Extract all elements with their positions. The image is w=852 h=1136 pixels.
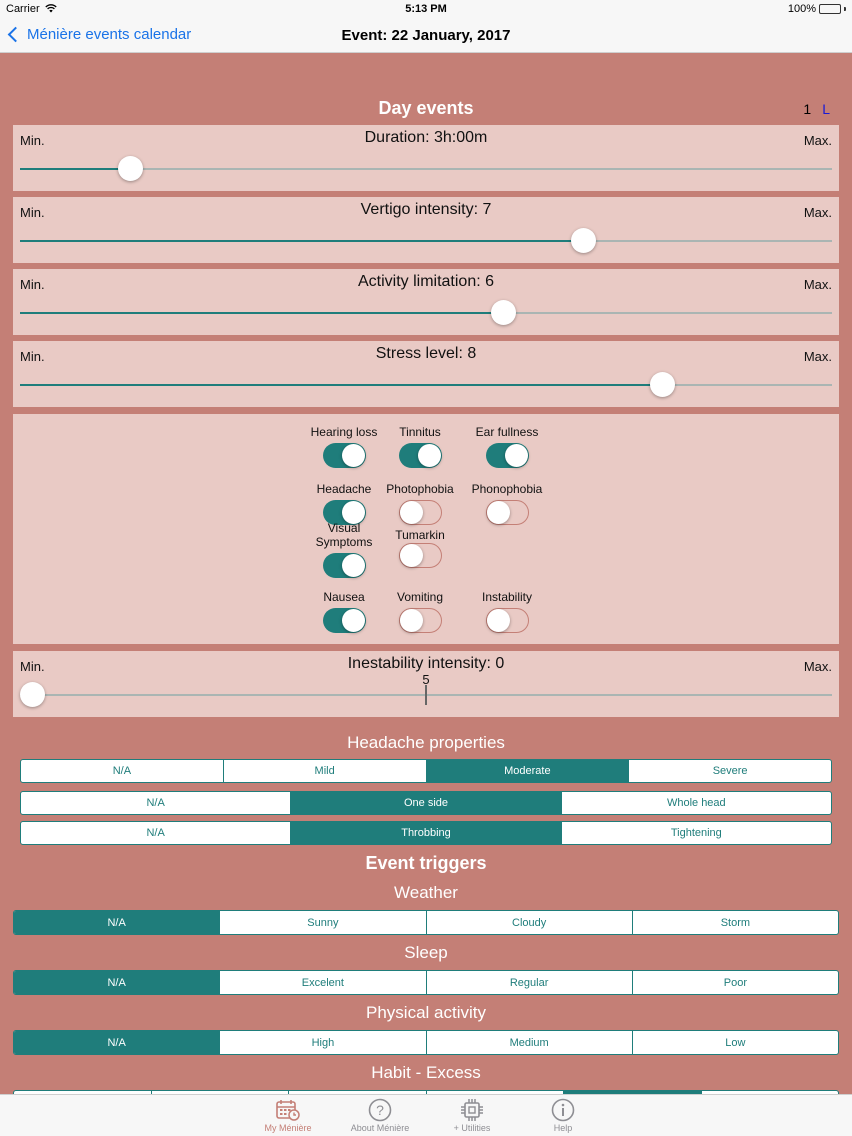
hearing-loss-switch[interactable] — [323, 443, 366, 468]
page-title: Event: 22 January, 2017 — [341, 27, 511, 44]
max-label: Max. — [803, 133, 832, 148]
event-triggers-title: Event triggers — [365, 853, 487, 873]
sleep-control[interactable] — [13, 970, 839, 995]
segment-option[interactable]: Low — [632, 1031, 838, 1054]
page-indicator-1[interactable]: 1 — [803, 101, 812, 117]
ear-fullness-switch[interactable] — [486, 443, 529, 468]
vertigo-intensity-slider[interactable] — [20, 240, 832, 242]
activity-limitation-label: Activity limitation: 6 — [357, 273, 495, 290]
segment-option[interactable]: Mild — [223, 760, 426, 782]
back-button[interactable] — [10, 26, 191, 43]
segment-option[interactable]: Regular — [426, 971, 632, 994]
slider-thumb[interactable] — [20, 682, 45, 707]
activity-slider-card — [13, 269, 839, 335]
duration-slider[interactable] — [20, 168, 832, 170]
min-label: Min. — [20, 349, 45, 364]
toggle-tumarkin: Tumarkin — [375, 521, 465, 568]
segment-option[interactable]: N/A — [146, 797, 165, 809]
toggle-vomiting: Vomiting — [375, 590, 465, 633]
min-label: Min. — [20, 659, 45, 674]
day-events-title: Day events — [378, 98, 474, 118]
max-label: Max. — [803, 349, 832, 364]
habit-excess-title: Habit - Excess — [371, 1063, 481, 1082]
toggle-ear-fullness: Ear fullness — [462, 425, 552, 468]
phonophobia-switch[interactable] — [486, 500, 529, 525]
min-label: Min. — [20, 205, 45, 220]
activity-limitation-slider[interactable] — [20, 312, 832, 314]
slider-thumb[interactable] — [650, 372, 675, 397]
midpoint-label: 5 — [422, 672, 430, 687]
instability-switch[interactable] — [486, 608, 529, 633]
stress-slider-card — [13, 341, 839, 407]
tab-utilities[interactable]: + Utilities — [427, 1097, 517, 1133]
segment-option[interactable]: Throbbing — [290, 822, 560, 844]
chip-icon — [427, 1097, 517, 1123]
tab-help[interactable]: Help — [518, 1097, 608, 1133]
status-time: 5:13 PM — [405, 3, 447, 15]
instability-intensity-slider[interactable] — [20, 672, 832, 696]
segment-option[interactable]: N/A — [14, 971, 219, 994]
headache-properties-title: Headache properties — [347, 733, 505, 752]
battery-indicator — [788, 3, 846, 15]
battery-percent: 100% — [787, 3, 816, 15]
tab-bar — [0, 1094, 852, 1136]
tab-about-meniere[interactable]: ? About Ménière — [335, 1097, 425, 1133]
toggle-instability: Instability — [462, 590, 552, 633]
stress-level-label: Stress level: 8 — [375, 345, 477, 362]
toggle-phonophobia: Phonophobia — [462, 482, 552, 525]
vertigo-slider-card — [13, 197, 839, 263]
toggle-hearing-loss: Hearing loss — [299, 425, 389, 468]
segment-option[interactable]: Storm — [632, 911, 838, 934]
min-label: Min. — [20, 133, 45, 148]
segment-option[interactable]: N/A — [146, 827, 165, 839]
slider-thumb[interactable] — [571, 228, 596, 253]
vertigo-intensity-label: Vertigo intensity: 7 — [360, 201, 492, 218]
headache-type-control[interactable] — [20, 821, 832, 845]
instability-slider-card — [13, 651, 839, 717]
back-button-label: Ménière events calendar — [27, 26, 192, 43]
toggle-nausea: Nausea — [299, 590, 389, 633]
segment-option[interactable]: N/A — [112, 765, 132, 777]
segment-option[interactable]: N/A — [14, 1031, 219, 1054]
symptoms-card — [13, 414, 839, 644]
toggle-tinnitus: Tinnitus — [375, 425, 465, 468]
sleep-title: Sleep — [404, 943, 448, 962]
carrier-label: Carrier — [6, 3, 57, 15]
svg-text:?: ? — [376, 1102, 384, 1118]
tab-my-meniere[interactable]: My Ménière — [243, 1097, 333, 1133]
page-indicator-l[interactable]: L — [822, 101, 830, 117]
segment-option[interactable]: Medium — [426, 1031, 632, 1054]
duration-slider-card — [13, 125, 839, 191]
midpoint-tick — [425, 685, 427, 705]
chevron-left-icon — [8, 27, 24, 43]
status-bar — [0, 0, 852, 18]
slider-thumb[interactable] — [118, 156, 143, 181]
toggle-visual-symptoms: Visual Symptoms — [299, 521, 389, 578]
info-icon — [518, 1097, 608, 1123]
toggle-photophobia: Photophobia — [375, 482, 465, 525]
segment-option[interactable]: Poor — [632, 971, 838, 994]
tumarkin-switch[interactable] — [399, 543, 442, 568]
segment-option[interactable]: Sunny — [219, 911, 425, 934]
stress-level-slider[interactable] — [20, 384, 832, 386]
vomiting-switch[interactable] — [399, 608, 442, 633]
question-icon — [335, 1097, 425, 1123]
headache-location-control[interactable] — [20, 791, 832, 815]
event-form[interactable] — [0, 54, 852, 1094]
navigation-bar — [0, 18, 852, 53]
segment-option[interactable]: One side — [290, 792, 560, 814]
segment-option[interactable]: Whole head — [561, 792, 831, 814]
page-indicator[interactable] — [803, 101, 830, 117]
max-label: Max. — [803, 277, 832, 292]
nausea-switch[interactable] — [323, 608, 366, 633]
toggle-headache: Headache — [299, 482, 389, 525]
max-label: Max. — [803, 205, 832, 220]
weather-control[interactable] — [13, 910, 839, 935]
segment-option[interactable]: N/A — [14, 911, 219, 934]
segment-option[interactable]: Excelent — [219, 971, 425, 994]
calendar-icon — [243, 1097, 333, 1123]
segment-option[interactable]: Moderate — [426, 760, 629, 782]
duration-label: Duration: 3h:00m — [364, 129, 488, 146]
physical-activity-control[interactable] — [13, 1030, 839, 1055]
instability-intensity-label: Inestability intensity: 0 — [347, 655, 505, 672]
weather-title: Weather — [394, 883, 458, 902]
segment-option[interactable]: Severe — [628, 760, 831, 782]
slider-thumb[interactable] — [491, 300, 516, 325]
tinnitus-switch[interactable] — [399, 443, 442, 468]
min-label: Min. — [20, 277, 45, 292]
physical-activity-title: Physical activity — [366, 1003, 486, 1022]
segment-option[interactable]: High — [219, 1031, 425, 1054]
segment-option[interactable]: Tightening — [561, 822, 831, 844]
visual-symptoms-switch[interactable] — [323, 553, 366, 578]
battery-icon — [819, 4, 841, 14]
max-label: Max. — [803, 659, 832, 674]
headache-severity-control[interactable] — [20, 759, 832, 783]
segment-option[interactable]: Cloudy — [426, 911, 632, 934]
